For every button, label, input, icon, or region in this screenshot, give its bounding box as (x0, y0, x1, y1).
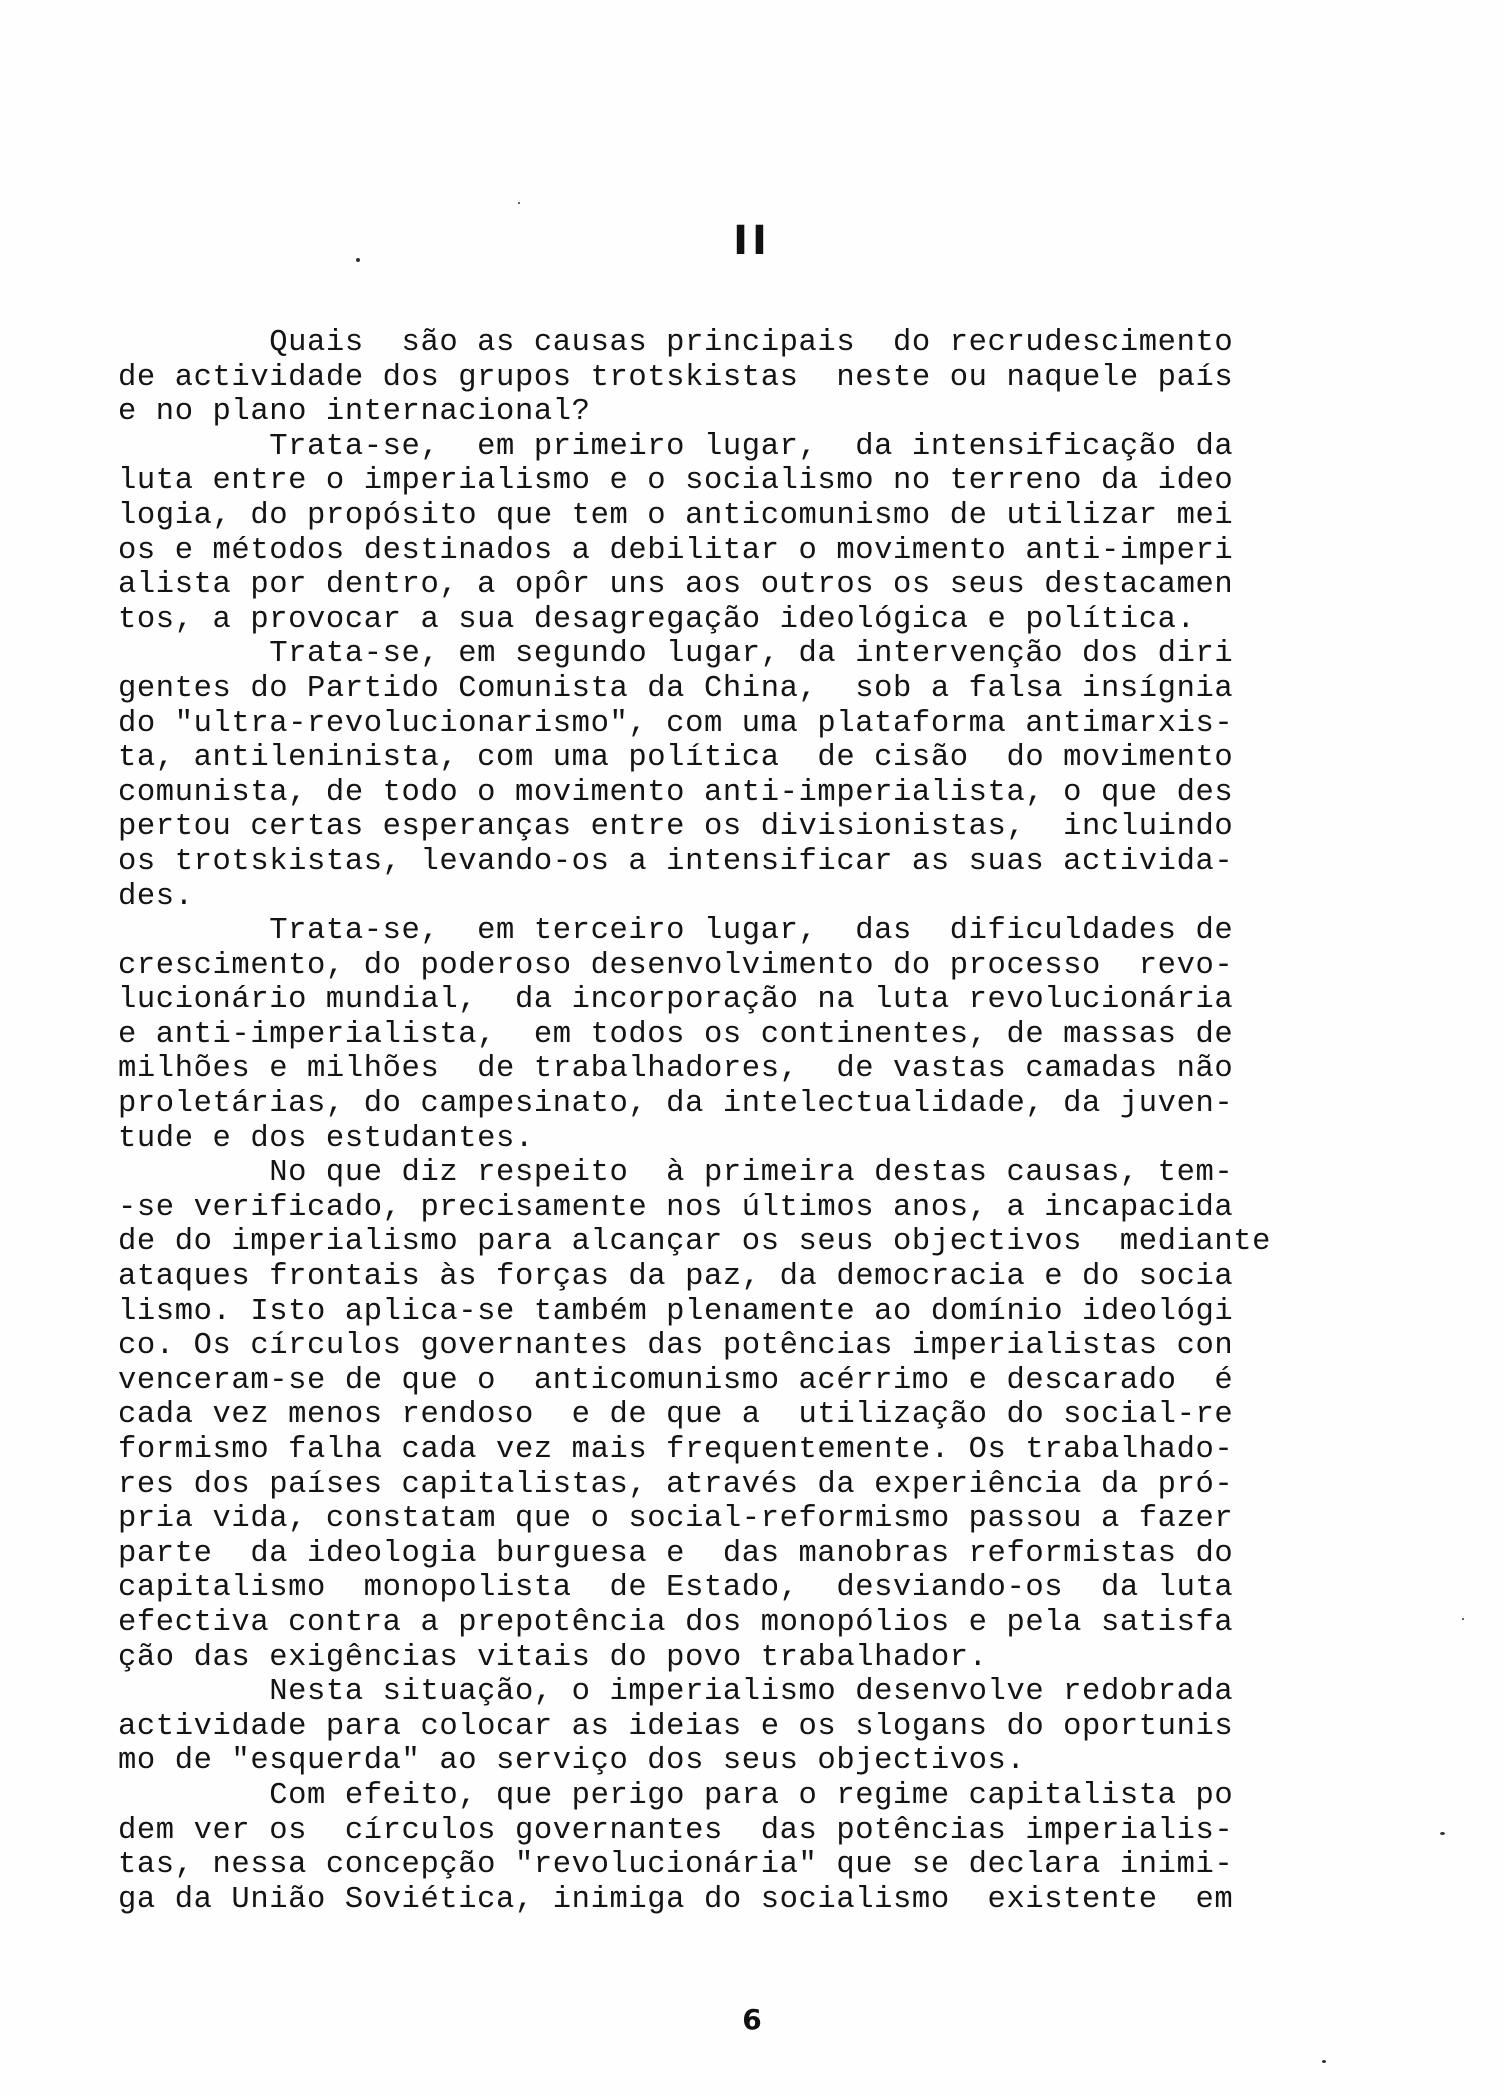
text-line: Trata-se, em segundo lugar, da intervenção dos diri (118, 637, 1234, 672)
text-line: logia, do propósito que tem o anticomunismo de utilizar mei (118, 498, 1234, 533)
text-line: Trata-se, em terceiro lugar, das dificuldades de (118, 914, 1234, 949)
text-line: alista por dentro, a opôr uns aos outros os seus destacamen (118, 568, 1234, 603)
text-line: mo de "esquerda" ao serviço dos seus objectivos. (118, 1744, 1026, 1779)
text-line: os e métodos destinados a debilitar o movimento anti-imperi (118, 533, 1234, 568)
text-line: ataques frontais às forças da paz, da democracia e do socia (118, 1260, 1234, 1295)
text-line: res dos países capitalistas, através da experiência da pró- (118, 1467, 1234, 1502)
text-line: tude e dos estudantes. (118, 1121, 534, 1156)
text-line: parte da ideologia burguesa e das manobras reformistas do (118, 1536, 1234, 1571)
text-line: venceram-se de que o anticomunismo acérrimo e descarado é (118, 1363, 1234, 1398)
text-line: efectiva contra a prepotência dos monopólios e pela satisfa (118, 1605, 1234, 1640)
text-line: pria vida, constatam que o social-reformismo passou a fazer (118, 1502, 1234, 1537)
text-line: actividade para colocar as ideias e os slogans do oportunis (118, 1709, 1234, 1744)
text-line: ga da União Soviética, inimiga do socialismo existente em (118, 1882, 1234, 1917)
text-line: comunista, de todo o movimento anti-imperialista, o que des (118, 775, 1234, 810)
chapter-heading: II (733, 218, 771, 264)
text-line: Nesta situação, o imperialismo desenvolve redobrada (118, 1675, 1234, 1710)
page-number: 6 (742, 2003, 762, 2036)
text-line: cada vez menos rendoso e de que a utilização do social-re (118, 1398, 1234, 1433)
body-text (118, 326, 1382, 1917)
text-line: de do imperialismo para alcançar os seus objectivos mediante (118, 1225, 1272, 1260)
text-line: Trata-se, em primeiro lugar, da intensificação da (118, 429, 1234, 464)
text-line: co. Os círculos governantes das potências imperialistas con (118, 1329, 1234, 1364)
scan-speck (1440, 1832, 1445, 1835)
text-line: dem ver os círculos governantes das potências imperialis- (118, 1813, 1234, 1848)
scan-speck (518, 202, 520, 204)
text-line: tos, a provocar a sua desagregação ideológica e política. (118, 602, 1196, 637)
text-line: os trotskistas, levando-os a intensificar as suas activida- (118, 844, 1234, 879)
text-line: lismo. Isto aplica-se também plenamente ao domínio ideológi (118, 1294, 1234, 1329)
text-line: proletárias, do campesinato, da intelectualidade, da juven- (118, 1087, 1234, 1122)
text-line: e no plano internacional? (118, 395, 591, 430)
text-line: gentes do Partido Comunista da China, sob a falsa insígnia (118, 671, 1234, 706)
text-line: Quais são as causas principais do recrudescimento (118, 326, 1234, 360)
text-line: formismo falha cada vez mais frequentemente. Os trabalhado- (118, 1433, 1234, 1467)
text-line: -se verificado, precisamente nos últimos anos, a incapacida (118, 1190, 1234, 1225)
text-line: luta entre o imperialismo e o socialismo no terreno da ideo (118, 464, 1234, 499)
text-line: ta, antileninista, com uma política de cisão do movimento (118, 741, 1234, 776)
text-line: lucionário mundial, da incorporação na luta revolucionária (118, 983, 1234, 1018)
scan-speck (1322, 2060, 1326, 2063)
text-line: No que diz respeito à primeira destas causas, tem- (118, 1156, 1234, 1191)
text-line: pertou certas esperanças entre os divisionistas, incluindo (118, 810, 1234, 845)
text-line: tas, nessa concepção "revolucionária" que se declara inimi- (118, 1848, 1234, 1883)
text-line: ção das exigências vitais do povo trabalhador. (118, 1640, 988, 1675)
text-line: milhões e milhões de trabalhadores, de vastas camadas não (118, 1052, 1234, 1087)
text-line: do "ultra-revolucionarismo", com uma plataforma antimarxis- (118, 706, 1234, 741)
text-line: des. (118, 879, 194, 914)
scan-speck (356, 258, 360, 262)
scan-speck (1462, 1618, 1464, 1620)
text-line: capitalismo monopolista de Estado, desviando-os da luta (118, 1571, 1234, 1606)
text-line: e anti-imperialista, em todos os continentes, de massas de (118, 1017, 1234, 1052)
text-line: Com efeito, que perigo para o regime capitalista po (118, 1778, 1234, 1813)
text-line: de actividade dos grupos trotskistas neste ou naquele país (118, 360, 1234, 395)
text-line: crescimento, do poderoso desenvolvimento do processo revo- (118, 948, 1234, 983)
